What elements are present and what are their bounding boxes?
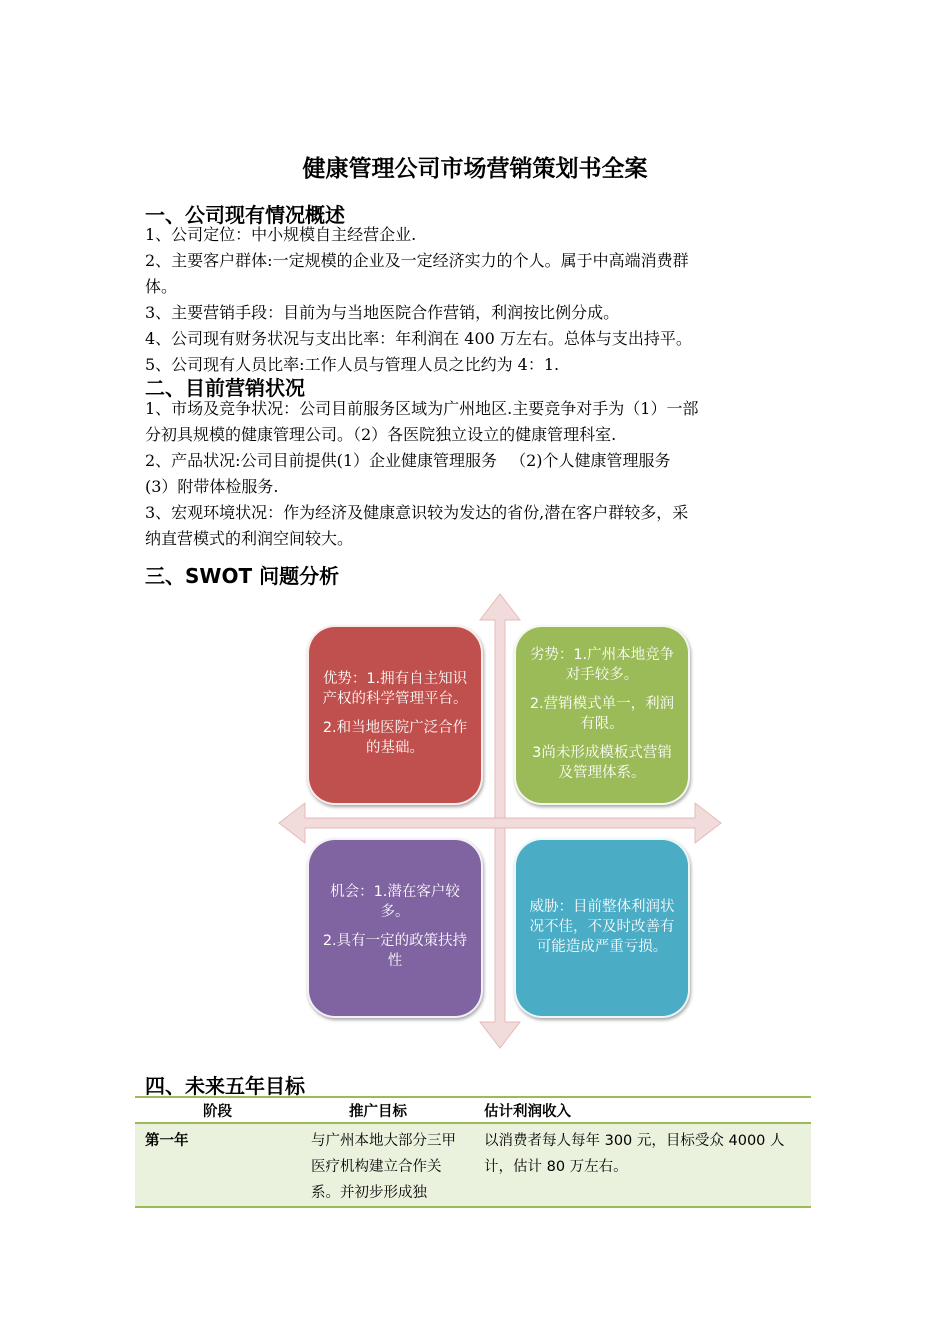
swot-weaknesses-box — [514, 625, 690, 805]
paragraph-line: (3）附带体检服务. — [145, 477, 279, 496]
paragraph-line: 纳直营模式的利润空间较大。 — [145, 529, 354, 548]
section-3-heading: 三、SWOT 问题分析 — [145, 564, 340, 588]
section-2-body — [145, 396, 810, 552]
header-target: 推广目标 — [349, 1103, 407, 1120]
paragraph-line: 分初具规模的健康管理公司。（2）各医院独立设立的健康管理科室. — [145, 425, 617, 444]
swot-text: 3尚未形成模板式营销及管理体系。 — [532, 744, 672, 781]
document-title: 健康管理公司市场营销策划书全案 — [302, 156, 648, 182]
swot-text: 威胁：目前整体利润状况不佳，不及时改善有可能造成严重亏损。 — [529, 898, 675, 955]
paragraph-line: 3、宏观环境状况：作为经济及健康意识较为发达的省份,潜在客户群较多，采 — [145, 503, 689, 522]
paragraph-line: 3、主要营销手段：目前为与当地医院合作营销，利润按比例分成。 — [145, 303, 620, 322]
cell-income: 以消费者每人每年 300 元，目标受众 4000 人计，估计 80 万左右。 — [474, 1123, 811, 1207]
paragraph-line: 2、产品状况:公司目前提供(1）企业健康管理服务 （2)个人健康管理服务 — [145, 451, 671, 470]
table-header-row — [135, 1097, 811, 1123]
swot-text: 优势：1.拥有自主知识产权的科学管理平台。 — [322, 671, 468, 707]
swot-threats-box — [514, 838, 690, 1018]
section-1-body — [145, 222, 810, 378]
paragraph-line: 体。 — [145, 277, 178, 296]
paragraph-line: 1、市场及竞争状况：公司目前服务区域为广州地区.主要竞争对手为（1）一部 — [145, 399, 699, 418]
swot-text: 2.营销模式单一，利润有限。 — [529, 695, 675, 732]
paragraph-line: 2、主要客户群体:一定规模的企业及一定经济实力的个人。属于中高端消费群 — [145, 251, 689, 270]
paragraph-line: 4、公司现有财务状况与支出比率：年利润在 400 万左右。总体与支出持平。 — [145, 329, 692, 348]
paragraph-line: 5、公司现有人员比率:工作人员与管理人员之比约为 4：1. — [145, 355, 560, 374]
goals-table — [135, 1096, 811, 1208]
table-row — [135, 1123, 811, 1207]
header-stage: 阶段 — [203, 1103, 232, 1120]
cell-stage: 第一年 — [135, 1123, 301, 1207]
section-4-heading: 四、未来五年目标 — [145, 1074, 305, 1098]
section-2-heading: 二、目前营销状况 — [145, 376, 305, 400]
swot-strengths-box — [307, 625, 483, 805]
swot-text: 机会：1.潜在客户较多。 — [330, 884, 460, 920]
swot-text: 劣势：1.广州本地竞争对手较多。 — [529, 646, 675, 683]
swot-text: 2.具有一定的政策扶持性 — [322, 933, 468, 969]
section-1-heading: 一、公司现有情况概述 — [145, 203, 345, 227]
swot-opportunities-box — [307, 838, 483, 1018]
paragraph-line: 1、公司定位：中小规模自主经营企业. — [145, 225, 417, 244]
cell-target: 与广州本地大部分三甲医疗机构建立合作关系。并初步形成独 — [301, 1123, 474, 1207]
header-income: 估计利润收入 — [484, 1103, 571, 1120]
swot-text: 2.和当地医院广泛合作的基础。 — [322, 720, 468, 756]
